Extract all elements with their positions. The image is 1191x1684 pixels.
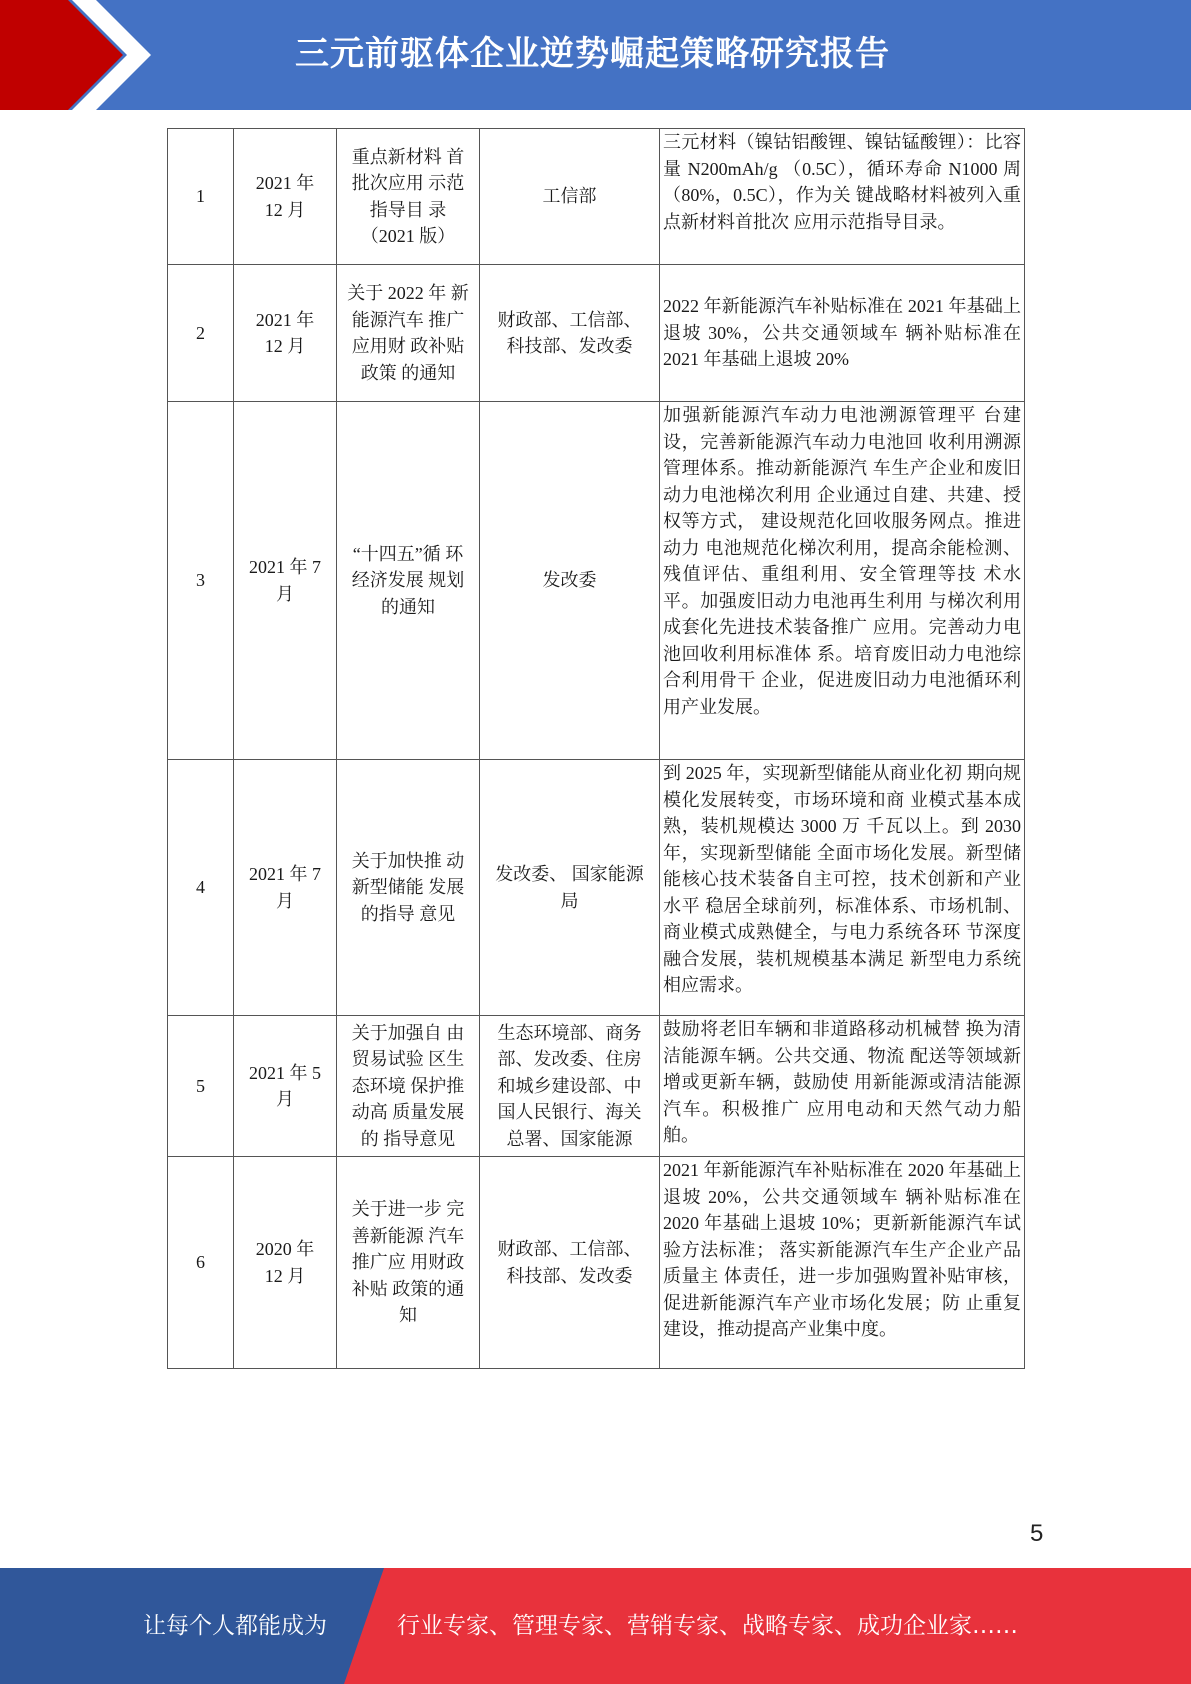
row-policy-title: 关于 2022 年 新 能源汽车 推广 应用财 政补贴 政策 的通知	[347, 283, 469, 383]
row-description: 2022 年新能源汽车补贴标准在 2021 年基础上退坡 30%，公共交通领域车 辆补贴标准在 2021 年基础上退坡 20%	[660, 265, 1025, 402]
row-department: 发改委	[542, 570, 597, 591]
report-title: 三元前驱体企业逆势崛起策略研究报告	[295, 34, 890, 74]
row-date: 2021 年 5 月	[249, 1062, 321, 1109]
table-row	[168, 265, 1025, 402]
row-department: 财政部、工信部、 科技部、发改委	[497, 309, 642, 356]
page-number: 5	[1030, 1520, 1044, 1547]
table-row	[168, 1157, 1025, 1369]
row-number: 1	[168, 129, 234, 265]
row-description: 加强新能源汽车动力电池溯源管理平 台建设，完善新能源汽车动力电池回 收利用溯源管理体系。推动新能源汽 车生产企业和废旧动力电池梯次利用 企业通过自建、共建、授权等方式， 建设规范化回收服务网点。推进动力 电池规范化梯次利用，提高余能检测、 残值评估、重组利用、安全管理等技 术水平。加强废旧动力电池再生利用 与梯次利用成套化先进技术装备推广 应用。完善动力电池回收利用标准体 系。培育废旧动力电池综合利用骨干 企业，促进废旧动力电池循环利用产业发展。	[660, 402, 1025, 760]
row-date: 2021 年 7 月	[249, 557, 321, 604]
row-policy-title: 关于加强自 由 贸易试验 区生 态环境 保护推 动高 质量发展 的 指导意见	[351, 1022, 465, 1149]
row-number: 4	[168, 760, 234, 1016]
row-date: 2020 年 12 月	[255, 1239, 315, 1286]
row-date: 2021 年 12 月	[255, 173, 315, 220]
row-number: 6	[168, 1157, 234, 1369]
table-row	[168, 402, 1025, 760]
table-row	[168, 760, 1025, 1016]
row-number: 2	[168, 265, 234, 402]
row-department: 财政部、工信部、 科技部、发改委	[497, 1239, 642, 1286]
row-policy-title: 关于加快推 动 新型储能 发展 的指导 意见	[351, 850, 465, 924]
row-description: 2021 年新能源汽车补贴标准在 2020 年基础上退坡 20%，公共交通领域车 辆补贴标准在 2020 年基础上退坡 10%；更新新能源汽车试验方法标准； 落实新能源汽车生产企业产品质量主 体责任，进一步加强购置补贴审核， 促进新能源汽车产业市场化发展；防 止重复建设，推动提高产业集中度。	[660, 1157, 1025, 1369]
row-department: 生态环境部、商务 部、发改委、住房 和城乡建设部、中 国人民银行、海关 总署、国家能源	[497, 1022, 642, 1149]
row-date: 2021 年 12 月	[255, 309, 315, 356]
row-date: 2021 年 7 月	[249, 864, 321, 911]
table-row	[168, 1016, 1025, 1157]
row-description: 鼓励将老旧车辆和非道路移动机械替 换为清洁能源车辆。公共交通、物流 配送等领域新增或更新车辆，鼓励使 用新能源或清洁能源汽车。积极推广 应用电动和天然气动力船舶。	[660, 1016, 1025, 1157]
row-description: 到 2025 年，实现新型储能从商业化初 期向规模化发展转变，市场环境和商 业模式基本成熟，装机规模达 3000 万 千瓦以上。到 2030 年，实现新型储能 全面市场化发展。新型储能核心技术装备自主可控，技术创新和产业水平 稳居全球前列，标准体系、市场机制、 商业模式成熟健全，与电力系统各环 节深度融合发展，装机规模基本满足 新型电力系统相应需求。	[660, 760, 1025, 1016]
row-department: 工信部	[542, 186, 597, 207]
policy-table	[167, 128, 1025, 1369]
row-description: 三元材料（镍钴铝酸锂、镍钴锰酸锂）：比容量 N200mAh/g （0.5C），循环寿命 N1000 周（80%，0.5C），作为关 键战略材料被列入重点新材料首批次 应用示范指导目录。	[660, 129, 1025, 265]
row-policy-title: 关于进一步 完 善新能源 汽车 推广应 用财政 补贴 政策的通 知	[351, 1199, 465, 1326]
row-policy-title: 重点新材料 首 批次应用 示范 指导目 录 （2021 版）	[351, 146, 465, 246]
page-header	[0, 0, 1191, 110]
row-policy-title: “十四五”循 环 经济发展 规划 的通知	[351, 543, 465, 617]
row-number: 3	[168, 402, 234, 760]
footer-slogan-right: 行业专家、管理专家、营销专家、战略专家、成功企业家……	[397, 1613, 1018, 1639]
table-row	[168, 129, 1025, 265]
row-department: 发改委、 国家能源 局	[495, 864, 644, 911]
page-footer	[0, 1568, 1191, 1684]
row-number: 5	[168, 1016, 234, 1157]
footer-slogan-left: 让每个人都能成为	[143, 1613, 327, 1639]
